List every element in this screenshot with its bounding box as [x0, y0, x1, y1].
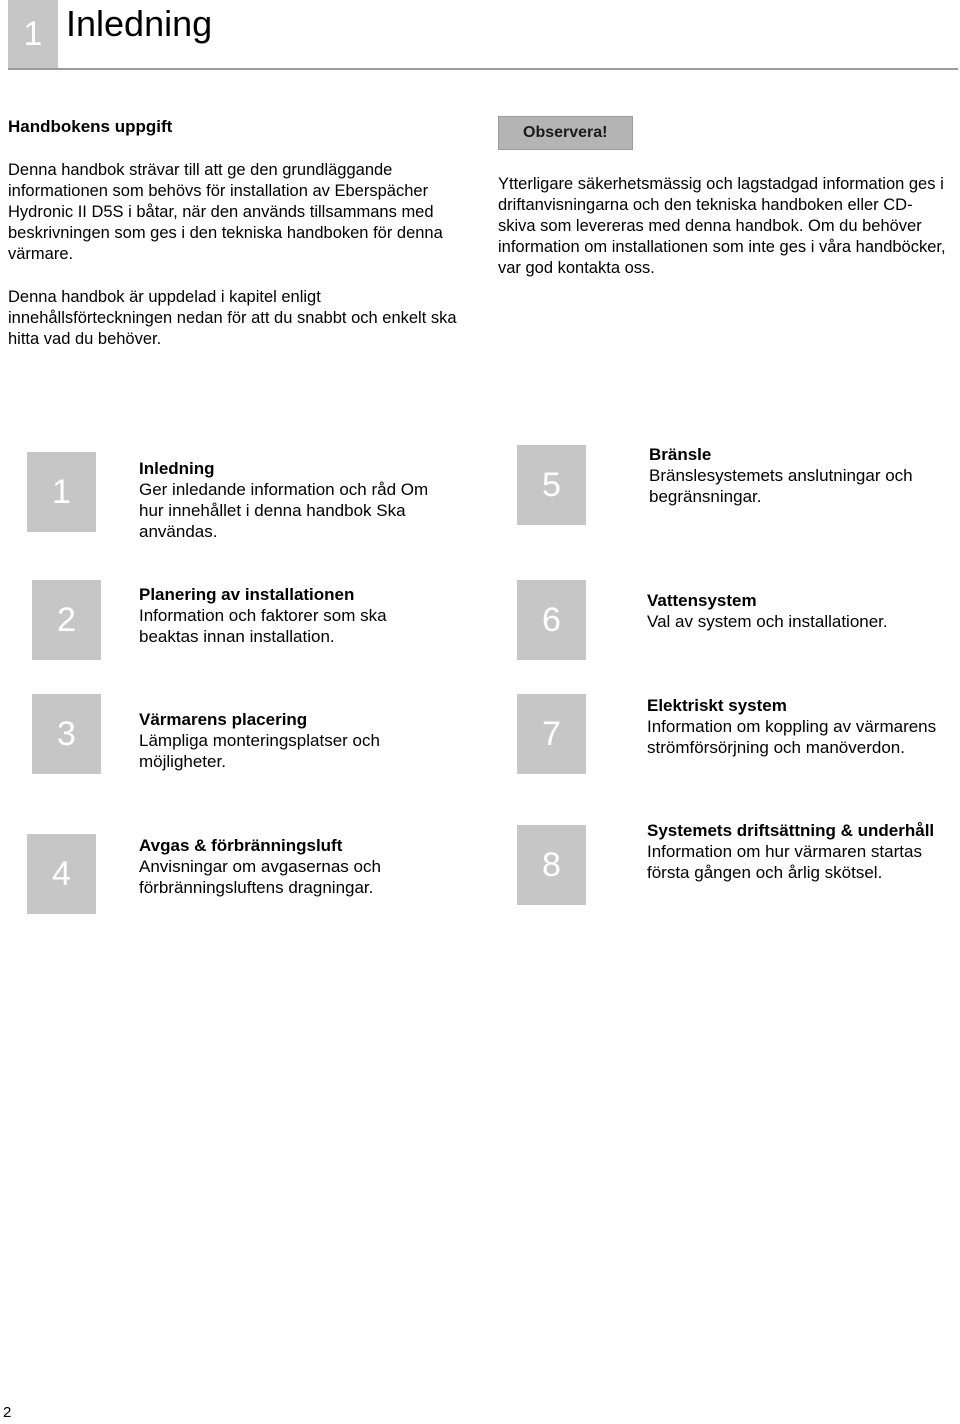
chapter-title: Elektriskt system: [647, 696, 787, 715]
intro-paragraph-2: Denna handbok är uppdelad i kapitel enligt innehållsförteckningen nedan för att du snabbt och enkelt ska hitta vad du behöver.: [8, 288, 457, 348]
chapter-number-box: 2: [32, 580, 101, 660]
intro-section: [8, 116, 478, 372]
chapter-number-box: 1: [8, 0, 58, 68]
chapter-title: Vattensystem: [647, 591, 757, 610]
chapter-text: [647, 695, 957, 758]
page-title: Inledning: [66, 3, 213, 44]
chapter-description: Ger inledande information och råd Om hur innehållet i denna handbok Ska användas.: [139, 480, 429, 541]
chapter-text: [647, 590, 952, 632]
chapter-header: [8, 0, 958, 70]
chapter-description: Anvisningar om avgasernas och förbränningsluftens dragningar.: [139, 857, 381, 897]
intro-paragraph-1: Denna handbok strävar till att ge den grundläggande informationen som behövs för installation av Eberspächer Hydronic II D5S i båtar, när den används tillsammans med beskrivningen som ges i den tekniska handboken för denna värmare.: [8, 161, 443, 263]
chapter-description: Information och faktorer som ska beaktas innan installation.: [139, 606, 387, 646]
chapter-description: Information om hur värmaren startas första gången och årlig skötsel.: [647, 842, 922, 882]
chapter-text: [139, 584, 459, 647]
chapter-number-box: 3: [32, 694, 101, 774]
chapter-title: Bränsle: [649, 445, 712, 464]
page-number: 2: [3, 1404, 12, 1421]
chapter-number-box: 7: [517, 694, 586, 774]
chapter-number-box: 4: [27, 834, 96, 914]
chapter-title: Värmarens placering: [139, 710, 308, 729]
chapter-text: [647, 820, 957, 883]
section-heading: Handbokens uppgift: [8, 117, 173, 136]
chapter-text: [649, 444, 949, 507]
chapter-description: Information om koppling av värmarens strömförsörjning och manöverdon.: [647, 717, 937, 757]
chapter-text: [139, 835, 459, 898]
chapter-title: Avgas & förbränningsluft: [139, 836, 343, 855]
chapter-description: Val av system och installationer.: [647, 612, 888, 631]
chapter-title: Inledning: [139, 459, 215, 478]
chapter-number-box: 5: [517, 445, 586, 525]
chapter-text: [139, 709, 459, 772]
note-text: Ytterligare säkerhetsmässig och lagstadgad information ges i driftanvisningarna och den tekniska handboken eller CD-skiva som levereras med denna handbok. Om du behöver information om installationen som inte ges i våra handböcker, var god kontakta oss.: [498, 175, 946, 277]
chapter-number-box: 6: [517, 580, 586, 660]
chapter-title: Systemets driftsättning & underhåll: [647, 821, 935, 840]
chapter-number-box: 8: [517, 825, 586, 905]
chapter-title: Planering av installationen: [139, 585, 355, 604]
chapter-description: Bränslesystemets anslutningar och begränsningar.: [649, 466, 913, 506]
note-label: Observera!: [498, 116, 633, 150]
chapter-description: Lämpliga monteringsplatser och möjligheter.: [139, 731, 380, 771]
note-box: [498, 116, 948, 279]
chapter-number-box: 1: [27, 452, 96, 532]
header-rule: [8, 68, 958, 70]
chapter-text: [139, 458, 459, 542]
